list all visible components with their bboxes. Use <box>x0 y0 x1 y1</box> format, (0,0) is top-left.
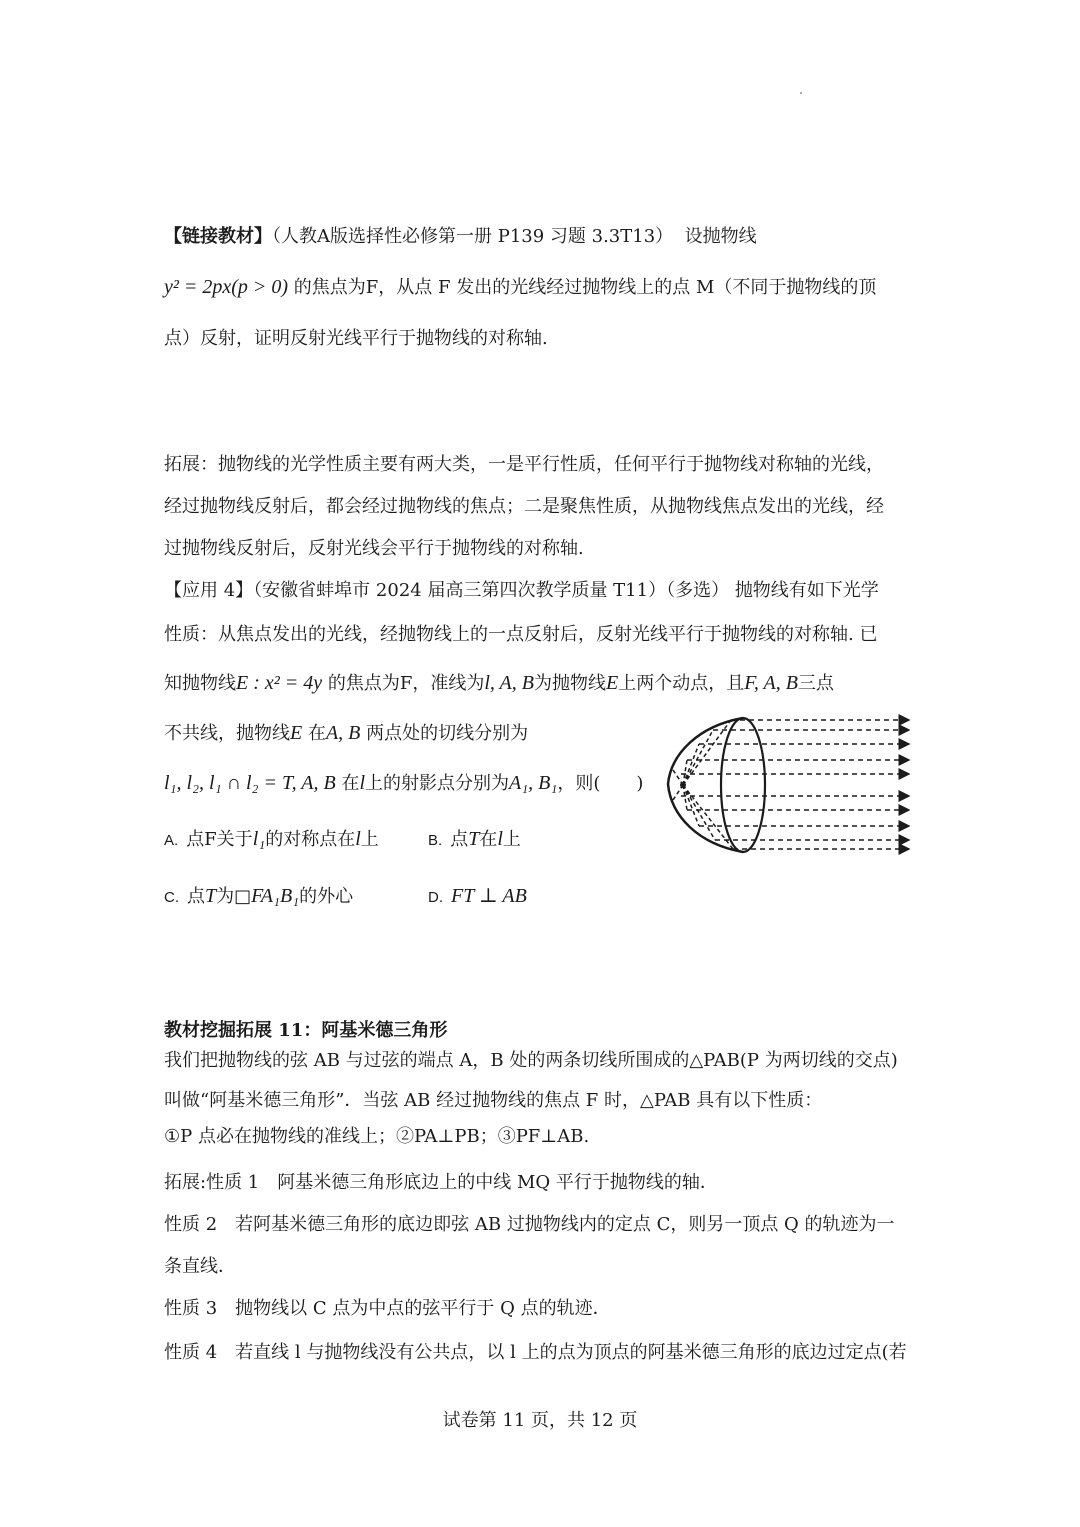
option-c <box>164 883 353 911</box>
parabola-equation: y² = 2px(p > 0) <box>164 276 289 298</box>
archimedes-title-text: 教材挖掘拓展 11：阿基米德三角形 <box>164 1020 448 1041</box>
scan-speck <box>800 92 802 94</box>
app3-e: 三点 <box>797 673 834 694</box>
option-b-text2: 在 <box>479 829 498 850</box>
option-b-math2: l <box>497 828 503 850</box>
application-line-5 <box>164 770 660 797</box>
focus-ray-2 <box>683 730 713 785</box>
link-lead: 设抛物线 <box>684 226 757 247</box>
app3-d: 上两个动点，且 <box>618 673 745 694</box>
focus-ray-9 <box>683 785 715 840</box>
app5-math2: l <box>359 772 365 794</box>
option-a-math2: l <box>355 828 361 850</box>
application-source: （安徽省蚌埠市 2024 届高三第四次教学质量 T11）（多选） <box>253 580 730 601</box>
parabola-cross-section <box>721 718 765 852</box>
property-1-text: 拓展:性质 1 阿基米德三角形底边上的中线 MQ 平行于抛物线的轴． <box>164 1172 718 1193</box>
application-tag: 【应用 4】 <box>164 580 254 601</box>
parabola-reflection-figure <box>643 706 923 866</box>
parabola-curve <box>668 718 743 852</box>
focus-ray-4 <box>683 760 687 785</box>
option-b-label: B. <box>428 832 443 849</box>
app3-math4: F, A, B <box>744 672 798 694</box>
option-a-text3: 上 <box>360 829 379 850</box>
option-b-math: T <box>468 828 480 850</box>
option-a-math: l₁ <box>252 828 266 850</box>
option-c-text: 点 <box>187 886 205 907</box>
app3-c: 为抛物线 <box>534 673 606 694</box>
option-a-text: 点F关于 <box>186 829 253 850</box>
property-4-text: 性质 4 若直线 l 与抛物线没有公共点，以 l 上的点为顶点的阿基米德三角形的底边过定点(若 <box>164 1342 907 1363</box>
parabola-e-equation: E : x² = 4y <box>236 672 323 694</box>
app3-math3: E <box>606 672 619 694</box>
application-line-3 <box>164 670 920 697</box>
archimedes-text-3: ①P 点必在抛物线的准线上；②PA⊥PB；③PF⊥AB. <box>164 1126 590 1147</box>
option-d-math: FT ⊥ AB <box>451 885 527 907</box>
extension-text-2: 经过抛物线反射后，都会经过抛物线的焦点；二是聚焦性质，从抛物线焦点发出的光线，经 <box>164 496 884 517</box>
link-line-3 <box>164 326 920 352</box>
app4-math: E <box>290 722 303 744</box>
application-text-2: 性质：从焦点发出的光线，经抛物线上的一点反射后，反射光线平行于抛物线的对称轴. 已 <box>164 624 878 645</box>
application-line-2 <box>164 622 920 648</box>
app5-math3: A₁, B₁ <box>509 772 558 794</box>
extension-line-1 <box>164 452 920 478</box>
app5-math: l₁, l₂, l₁ ∩ l₂ = T, A, B <box>164 772 336 794</box>
option-c-math: T <box>205 885 217 907</box>
archimedes-title <box>164 1018 920 1044</box>
option-b <box>428 826 521 854</box>
app3-b: 的焦点为F，准线为 <box>327 673 485 694</box>
property-3-text: 性质 3 抛物线以 C 点为中点的弦平行于 Q 点的轨迹． <box>164 1298 611 1319</box>
focus-ray-7 <box>683 785 687 810</box>
property-2-text-1: 性质 2 若阿基米德三角形的底边即弦 AB 过抛物线内的定点 C，则另一顶点 Q 的轨迹为一 <box>164 1214 895 1235</box>
option-c-text3: 的外心 <box>299 886 354 907</box>
focus-ray-3 <box>683 744 699 785</box>
app4-c: 两点处的切线分别为 <box>366 723 529 744</box>
app4-b: 在 <box>307 723 326 744</box>
property-1 <box>164 1170 920 1196</box>
focus-point <box>680 782 686 788</box>
app5-b: 在 <box>341 773 360 794</box>
app4-a: 不共线，抛物线 <box>164 723 290 744</box>
option-c-text2: 为□ <box>216 886 252 907</box>
archimedes-line-1 <box>164 1048 920 1074</box>
reflected-rays <box>681 720 909 849</box>
application-line-4 <box>164 720 640 747</box>
property-3 <box>164 1296 920 1322</box>
archimedes-line-2 <box>164 1088 920 1114</box>
archimedes-line-3 <box>164 1124 920 1150</box>
link-line-2-text: 的焦点为F，从点 F 发出的光线经过抛物线上的点 M（不同于抛物线的顶 <box>293 277 877 298</box>
link-line-3-text: 点）反射，证明反射光线平行于抛物线的对称轴. <box>164 328 548 349</box>
app4-math2: A, B <box>325 722 361 744</box>
property-2-line-2 <box>164 1254 920 1280</box>
property-2-line-1 <box>164 1212 920 1238</box>
option-b-text3: 上 <box>502 829 521 850</box>
extension-line-3 <box>164 536 920 562</box>
option-d <box>428 883 527 911</box>
page-footer: 试卷第 11 页，共 12 页 <box>442 1410 638 1431</box>
link-line-2 <box>164 274 920 301</box>
property-2-text-2: 条直线． <box>164 1256 236 1277</box>
option-c-math2: FA₁B₁ <box>251 885 300 907</box>
archimedes-text-1: 我们把抛物线的弦 AB 与过弦的端点 A，B 处的两条切线所围成的△PAB(P 为两切线的交点) <box>164 1050 898 1071</box>
archimedes-text-2: 叫做“阿基米德三角形”．当弦 AB 经过抛物线的焦点 F 时，△PAB 具有以下性质： <box>164 1090 823 1111</box>
option-a-label: A. <box>164 832 179 849</box>
option-b-text: 点 <box>450 829 469 850</box>
app3-a: 知抛物线 <box>164 673 236 694</box>
app5-c: 上的射影点分别为 <box>365 773 509 794</box>
property-4 <box>164 1340 920 1366</box>
option-a-text2: 的对称点在 <box>265 829 356 850</box>
extension-text-1: 拓展：抛物线的光学性质主要有两大类，一是平行性质，任何平行于抛物线对称轴的光线， <box>164 454 884 475</box>
app3-math2: l, A, B <box>484 672 534 694</box>
focus-ray-8 <box>683 785 699 826</box>
option-c-label: C. <box>164 889 179 906</box>
link-source: （人教A版选择性必修第一册 P139 习题 3.3T13） <box>272 226 674 247</box>
link-line-1 <box>164 224 920 250</box>
option-d-label: D. <box>428 889 443 906</box>
application-lead: 抛物线有如下光学 <box>734 580 879 601</box>
app5-d: ，则( ) <box>557 773 644 794</box>
extension-line-2 <box>164 494 920 520</box>
extension-text-3: 过抛物线反射后，反射光线会平行于抛物线的对称轴. <box>164 538 584 559</box>
link-tag: 【链接教材】 <box>164 226 272 247</box>
application-line-1 <box>164 578 920 604</box>
option-a <box>164 826 379 854</box>
